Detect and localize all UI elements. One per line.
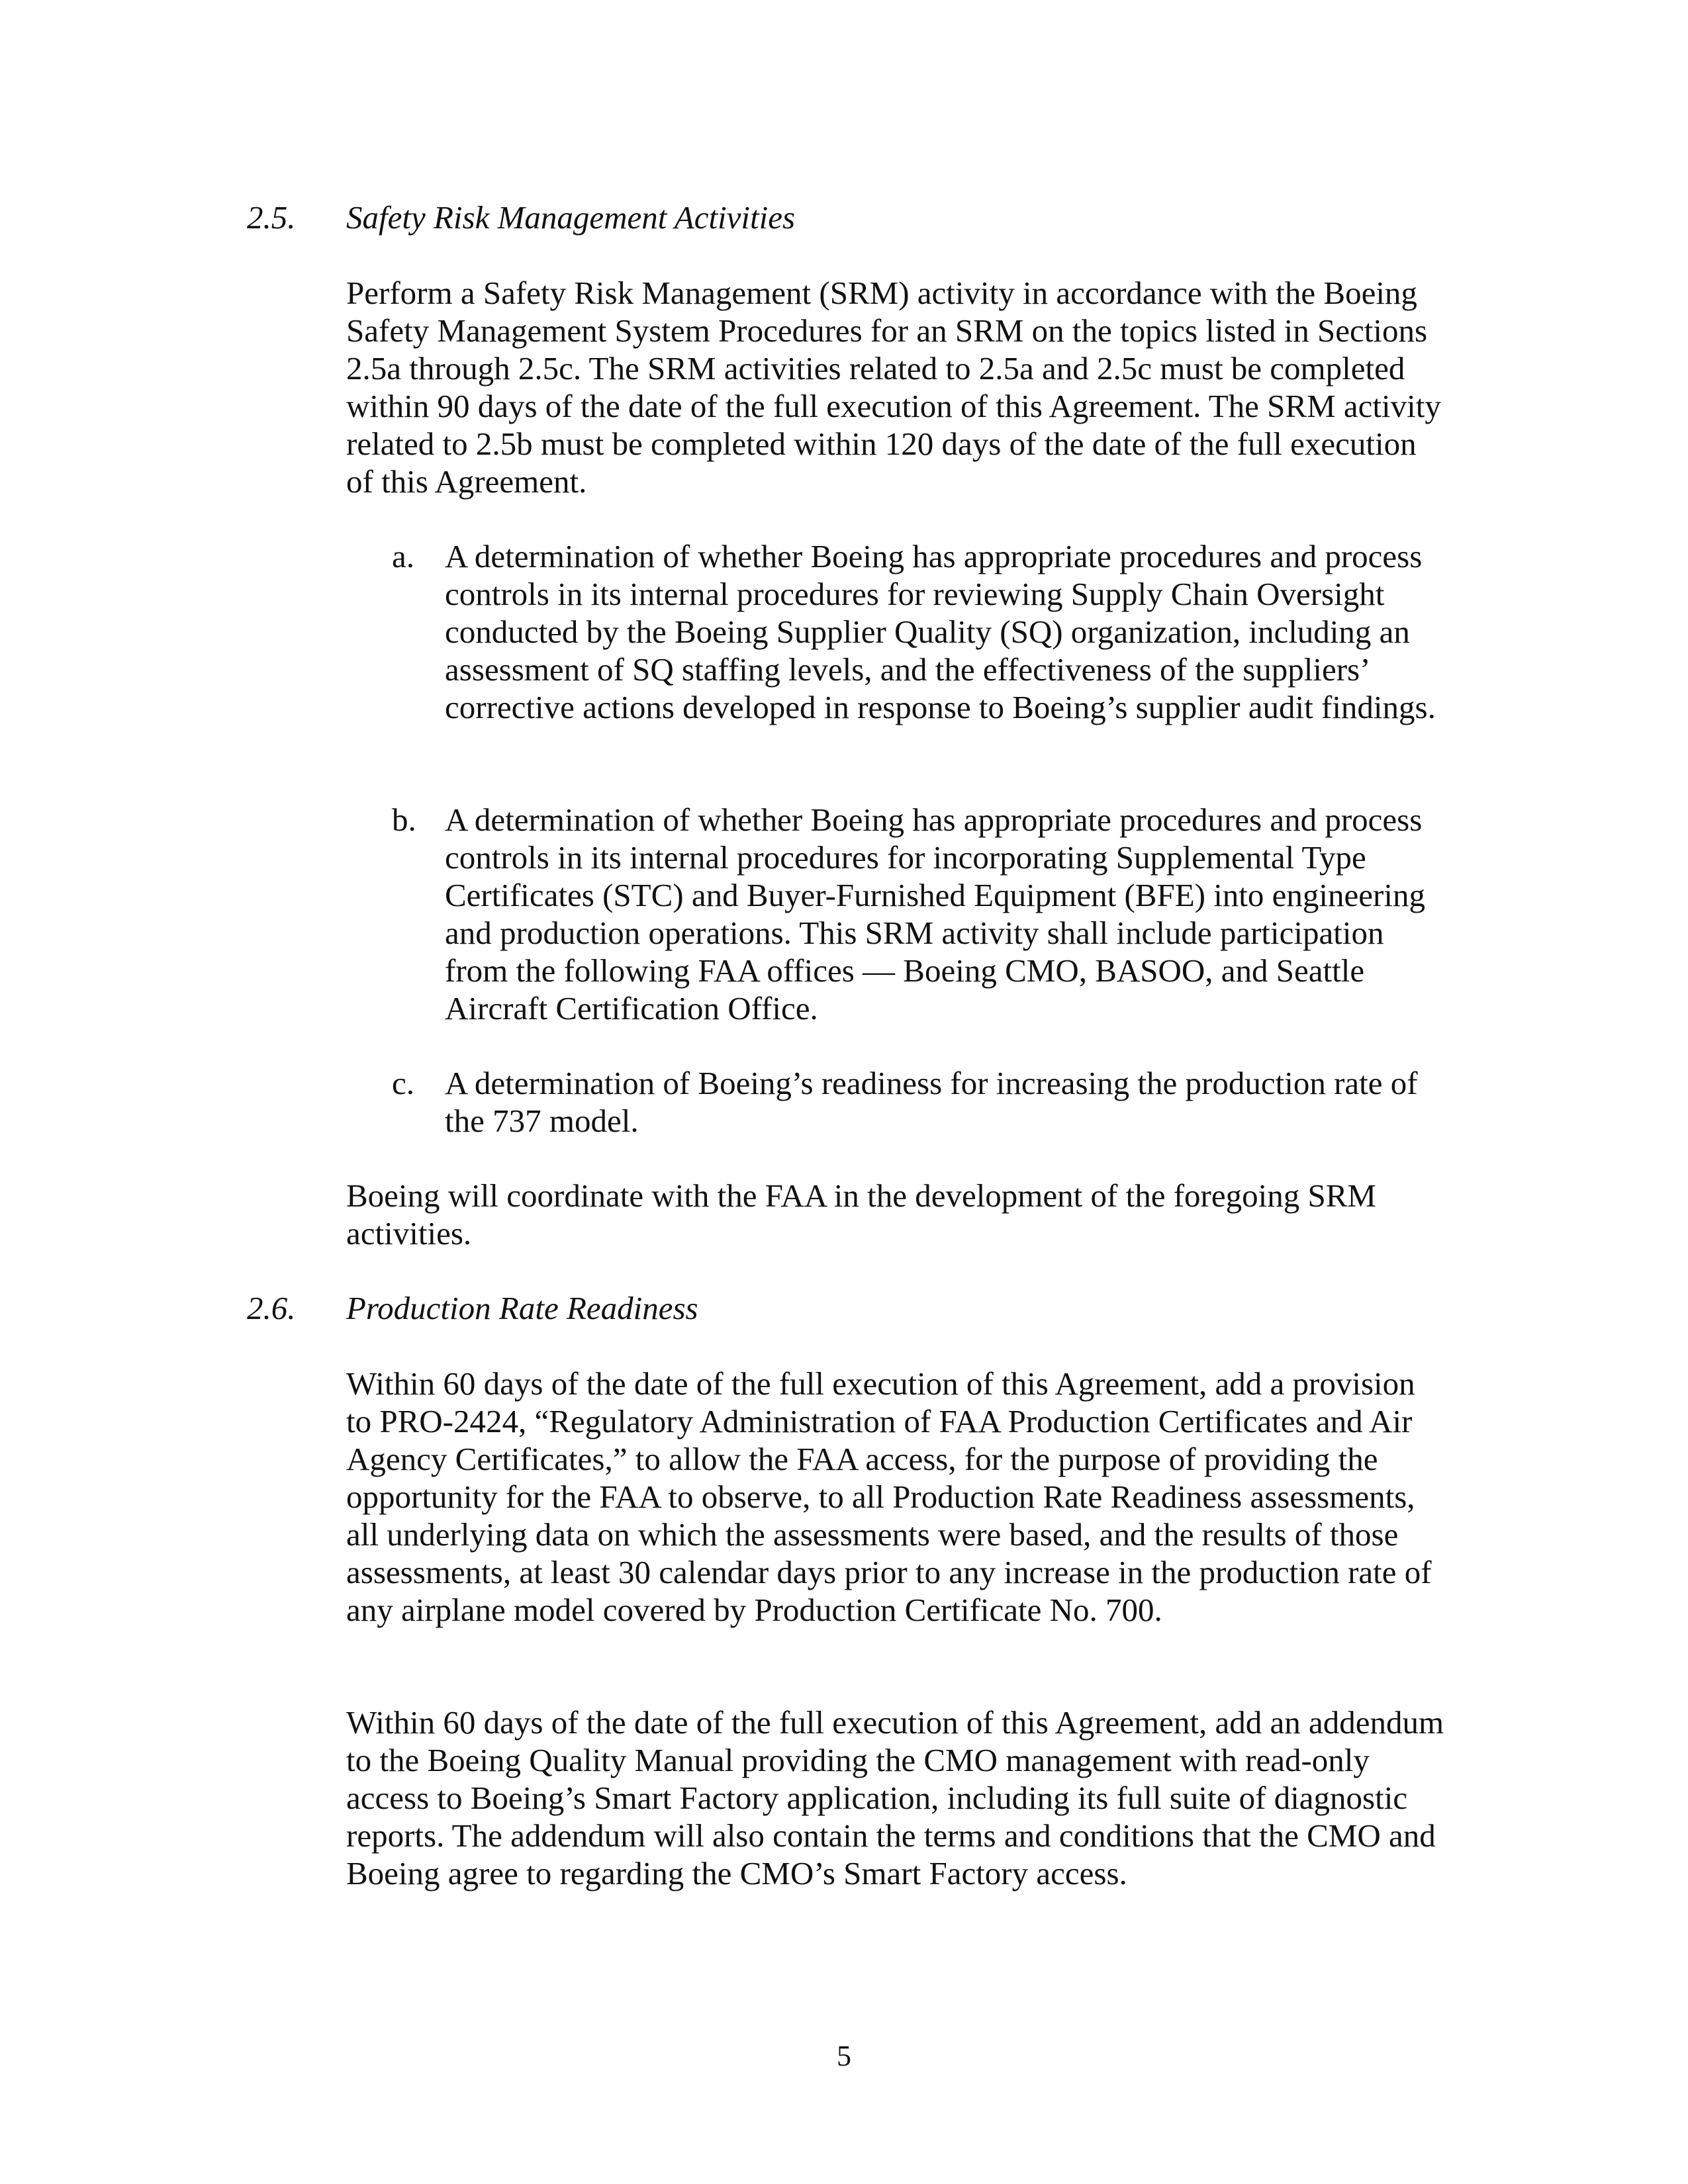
page-number: 5 (837, 2040, 851, 2072)
body-paragraph: Within 60 days of the date of the full execution of this Agreement, add a provision to PRO-2424, “Regulatory Administration of FAA Production Certificates and Air Agency Certificates,” to allow the FAA access, for the purpose of providing the opportunity for the FAA to observe, to all Production Rate Readiness assessments, all underlying data on which the assessments were based, and the results of those assessments, at least 30 calendar days prior to any increase in the production rate of any airplane model covered by Production Certificate No. 700. (346, 1365, 1432, 1628)
list-marker: b. (392, 801, 416, 838)
section-heading-2-6 (0, 1289, 1688, 1336)
list-marker: a. (392, 538, 414, 574)
section-closing-paragraph: Boeing will coordinate with the FAA in the development of the foregoing SRM activities. (346, 1177, 1376, 1251)
list-marker: c. (392, 1065, 414, 1101)
section-title: Production Rate Readiness (346, 1290, 698, 1326)
section-title: Safety Risk Management Activities (346, 199, 796, 236)
section-number: 2.5. (247, 199, 296, 236)
list-item-text: A determination of whether Boeing has appropriate procedures and process controls in its internal procedures for reviewing Supply Chain Oversight conducted by the Boeing Supplier Quality (SQ) organization, including an assessment of SQ staffing levels, and the effectiveness of the suppliers’ corrective actions developed in response to Boeing’s supplier audit findings. (445, 538, 1436, 725)
list-item-text: A determination of Boeing’s readiness for increasing the production rate of the 737 model. (445, 1065, 1418, 1139)
body-paragraph: Within 60 days of the date of the full execution of this Agreement, add an addendum to the Boeing Quality Manual providing the CMO management with read-only access to Boeing’s Smart Factory application, including its full suite of diagnostic reports. The addendum will also contain the terms and conditions that the CMO and Boeing agree to regarding the CMO’s Smart Factory access. (346, 1704, 1444, 1891)
section-intro-paragraph: Perform a Safety Risk Management (SRM) activity in accordance with the Boeing Safety Management System Procedures for an SRM on the topics listed in Sections 2.5a through 2.5c. The SRM activities related to 2.5a and 2.5c must be completed within 90 days of the date of the full execution of this Agreement. The SRM activity related to 2.5b must be completed within 120 days of the date of the full execution of this Agreement. (346, 275, 1441, 500)
section-heading-2-5 (0, 199, 1688, 245)
section-number: 2.6. (247, 1290, 296, 1326)
list-item-text: A determination of whether Boeing has appropriate procedures and process controls in its internal procedures for incorporating Supplemental Type Certificates (STC) and Buyer-Furnished Equipment (BFE) into engineering and production operations. This SRM activity shall include participation from the following FAA offices — Boeing CMO, BASOO, and Seattle Aircraft Certification Office. (445, 801, 1425, 1026)
